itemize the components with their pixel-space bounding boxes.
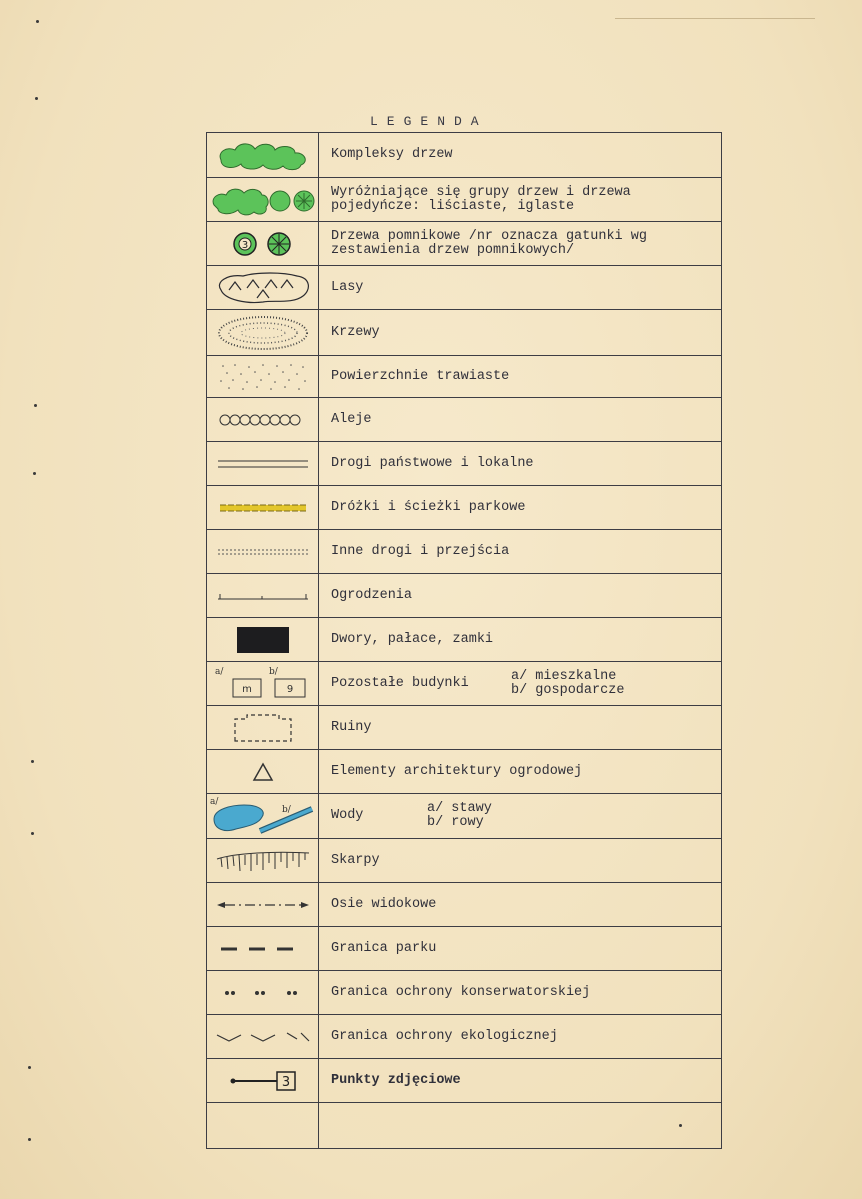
shrubs-symbol — [207, 310, 319, 356]
legend-sublabel-b: b/ gospodarcze — [511, 682, 625, 698]
tree-group-icon — [210, 183, 316, 217]
legend-label: Drzewa pomnikowe /nr oznacza gatunki wg zestawienia drzew pomnikowych/ — [319, 222, 722, 266]
legend-label: Powierzchnie trawiaste — [319, 356, 722, 398]
legend-row — [207, 486, 722, 530]
shrub-icon — [213, 312, 313, 354]
tree-complex-symbol — [207, 133, 319, 178]
legend-row — [207, 971, 722, 1015]
legend-row — [207, 794, 722, 839]
legend-row — [207, 1059, 722, 1103]
legend-label: Dwory, pałace, zamki — [319, 618, 722, 662]
legend-label: Granica ochrony ekologicznej — [319, 1015, 722, 1059]
legend-row — [207, 398, 722, 442]
ruins-symbol — [207, 706, 319, 750]
water-icon — [210, 795, 316, 837]
legend-row — [207, 883, 722, 927]
legend-label-cell — [319, 794, 722, 839]
svg-text:3: 3 — [241, 239, 248, 251]
park-paths-symbol — [207, 486, 319, 530]
alley-circles-icon — [219, 413, 307, 427]
conservation-boundary-icon — [221, 989, 305, 997]
park-boundary-symbol — [207, 927, 319, 971]
fence-icon — [216, 590, 310, 602]
legend-row — [207, 927, 722, 971]
legend-label: Kompleksy drzew — [319, 133, 722, 178]
tree-groups-symbol — [207, 178, 319, 222]
view-axis-icon — [215, 899, 311, 911]
legend-label: Dróżki i ścieżki parkowe — [319, 486, 722, 530]
monument-tree-icon — [231, 230, 295, 258]
garden-architecture-symbol — [207, 750, 319, 794]
building-icon — [213, 664, 313, 704]
legend-row — [207, 133, 722, 178]
legend-label: Punkty zdjęciowe — [319, 1059, 722, 1103]
legend-row — [207, 356, 722, 398]
legend-row — [207, 750, 722, 794]
manors-symbol — [207, 618, 319, 662]
margin-dot — [28, 1066, 31, 1069]
legend-row — [207, 1015, 722, 1059]
roads-symbol — [207, 442, 319, 486]
legend-row — [207, 706, 722, 750]
photo-point-icon — [225, 1070, 301, 1092]
fences-symbol — [207, 574, 319, 618]
legend-row — [207, 222, 722, 266]
legend-label: Granica ochrony konserwatorskiej — [319, 971, 722, 1015]
legend-label: Aleje — [319, 398, 722, 442]
road-double-line-icon — [216, 459, 310, 469]
margin-dot — [33, 472, 36, 475]
legend-label: Elementy architektury ogrodowej — [319, 750, 722, 794]
svg-text:a/: a/ — [209, 797, 218, 807]
legend-sublabel-a: a/ stawy — [427, 801, 492, 816]
legend-label: Pozostałe budynki — [331, 675, 469, 691]
legend-label: Lasy — [319, 266, 722, 310]
legend-label: Osie widokowe — [319, 883, 722, 927]
legend-row — [207, 839, 722, 883]
legend-row — [207, 574, 722, 618]
other-buildings-symbol — [207, 662, 319, 706]
park-path-icon — [218, 503, 308, 513]
legend-title: LEGENDA — [370, 114, 488, 129]
alleys-symbol — [207, 398, 319, 442]
other-road-icon — [216, 547, 310, 557]
legend-row — [207, 618, 722, 662]
legend-row — [207, 442, 722, 486]
legend-row — [207, 530, 722, 574]
ruins-icon — [231, 711, 295, 745]
other-roads-symbol — [207, 530, 319, 574]
legend-table — [206, 132, 722, 1149]
waters-symbol — [207, 794, 319, 839]
legend-label: Krzewy — [319, 310, 722, 356]
svg-text:a/: a/ — [214, 666, 223, 677]
forest-icon — [213, 270, 313, 306]
park-boundary-icon — [217, 945, 309, 953]
conservation-boundary-symbol — [207, 971, 319, 1015]
legend-label — [319, 1103, 722, 1149]
escarpments-symbol — [207, 839, 319, 883]
legend-label: Wyróżniające się grupy drzew i drzewa pojedyńcze: liściaste, iglaste — [319, 178, 722, 222]
legend-label: Ruiny — [319, 706, 722, 750]
legend-label-cell — [319, 662, 722, 706]
legend-sublabel-a: a/ mieszkalne — [511, 668, 617, 684]
svg-text:3: 3 — [281, 1074, 290, 1090]
legend-row — [207, 178, 722, 222]
legend-row — [207, 266, 722, 310]
tree-complex-icon — [215, 138, 311, 172]
legend-label: Wody — [331, 808, 364, 823]
svg-text:b/: b/ — [268, 666, 278, 677]
ecological-boundary-symbol — [207, 1015, 319, 1059]
svg-text:b/: b/ — [281, 805, 291, 815]
legend-label: Skarpy — [319, 839, 722, 883]
svg-text:9: 9 — [286, 683, 293, 695]
escarpment-icon — [215, 847, 311, 875]
margin-dot — [36, 20, 39, 23]
margin-dot — [28, 1138, 31, 1141]
view-axes-symbol — [207, 883, 319, 927]
legend-row — [207, 310, 722, 356]
monument-trees-symbol — [207, 222, 319, 266]
top-edge-line — [615, 18, 815, 19]
legend-label: Inne drogi i przejścia — [319, 530, 722, 574]
legend-sublabel-b: b/ rowy — [427, 815, 484, 830]
legend-label: Granica parku — [319, 927, 722, 971]
margin-dot — [34, 404, 37, 407]
grass-dots-icon — [215, 360, 311, 394]
manor-block-icon — [235, 625, 291, 655]
margin-dot — [31, 760, 34, 763]
ecological-boundary-icon — [213, 1029, 313, 1045]
empty-symbol-cell — [207, 1103, 319, 1149]
triangle-icon — [252, 762, 274, 782]
legend-row — [207, 662, 722, 706]
legend-label: Ogrodzenia — [319, 574, 722, 618]
margin-dot — [35, 97, 38, 100]
margin-dot — [31, 832, 34, 835]
legend-row-empty — [207, 1103, 722, 1149]
legend-label: Drogi państwowe i lokalne — [319, 442, 722, 486]
grass-symbol — [207, 356, 319, 398]
svg-text:m: m — [241, 683, 252, 695]
forest-symbol — [207, 266, 319, 310]
photo-points-symbol — [207, 1059, 319, 1103]
